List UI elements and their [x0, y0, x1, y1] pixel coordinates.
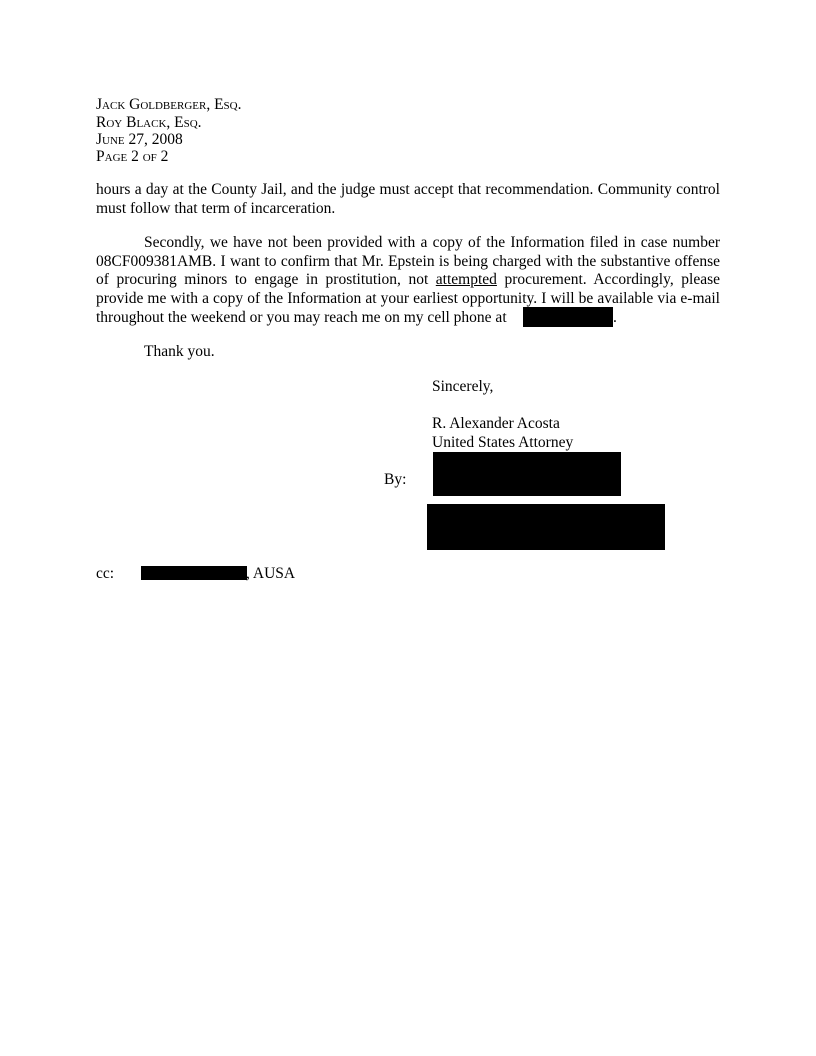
paragraph-1-line-2: must follow that term of incarceration.	[96, 200, 336, 217]
redaction-signature	[433, 452, 621, 496]
paragraph-2-line-3	[96, 271, 720, 289]
paragraph-2-line-2: 08CF009381AMB. I want to confirm that Mr. Epstein is being charged with the substantive offense	[96, 253, 720, 270]
signer-title: United States Attorney	[432, 434, 574, 451]
paragraph-2-line-3-start: of procuring minors to engage in prostitution, not	[96, 271, 436, 288]
paragraph-2-line-5: throughout the weekend or you may reach me on my cell phone at	[96, 309, 507, 326]
paragraph-2-period: .	[613, 309, 617, 326]
signer-name: R. Alexander Acosta	[432, 415, 560, 432]
paragraph-2-line-1: Secondly, we have not been provided with a copy of the Information filed in case number	[144, 234, 720, 251]
letter-date: June 27, 2008	[96, 131, 183, 148]
redaction-phone	[523, 307, 613, 327]
paragraph-2-line-4: provide me with a copy of the Information at your earliest opportunity. I will be available via e-mail	[96, 290, 720, 307]
recipient-1: Jack Goldberger, Esq.	[96, 96, 242, 113]
thank-you: Thank you.	[144, 343, 215, 360]
redaction-signer-details	[427, 504, 665, 550]
paragraph-2-line-3-end: procurement. Accordingly, please	[496, 271, 720, 288]
cc-suffix: , AUSA	[246, 565, 296, 582]
by-label: By:	[384, 471, 407, 488]
attempted-underlined: attempted	[435, 271, 497, 288]
cc-label: cc:	[96, 565, 115, 582]
recipient-2: Roy Black, Esq.	[96, 114, 202, 131]
redaction-cc-name	[141, 566, 247, 580]
sincerely: Sincerely,	[432, 378, 494, 395]
paragraph-1-line-1: hours a day at the County Jail, and the judge must accept that recommendation. Community control	[96, 181, 720, 198]
page-number: Page 2 of 2	[96, 148, 169, 165]
